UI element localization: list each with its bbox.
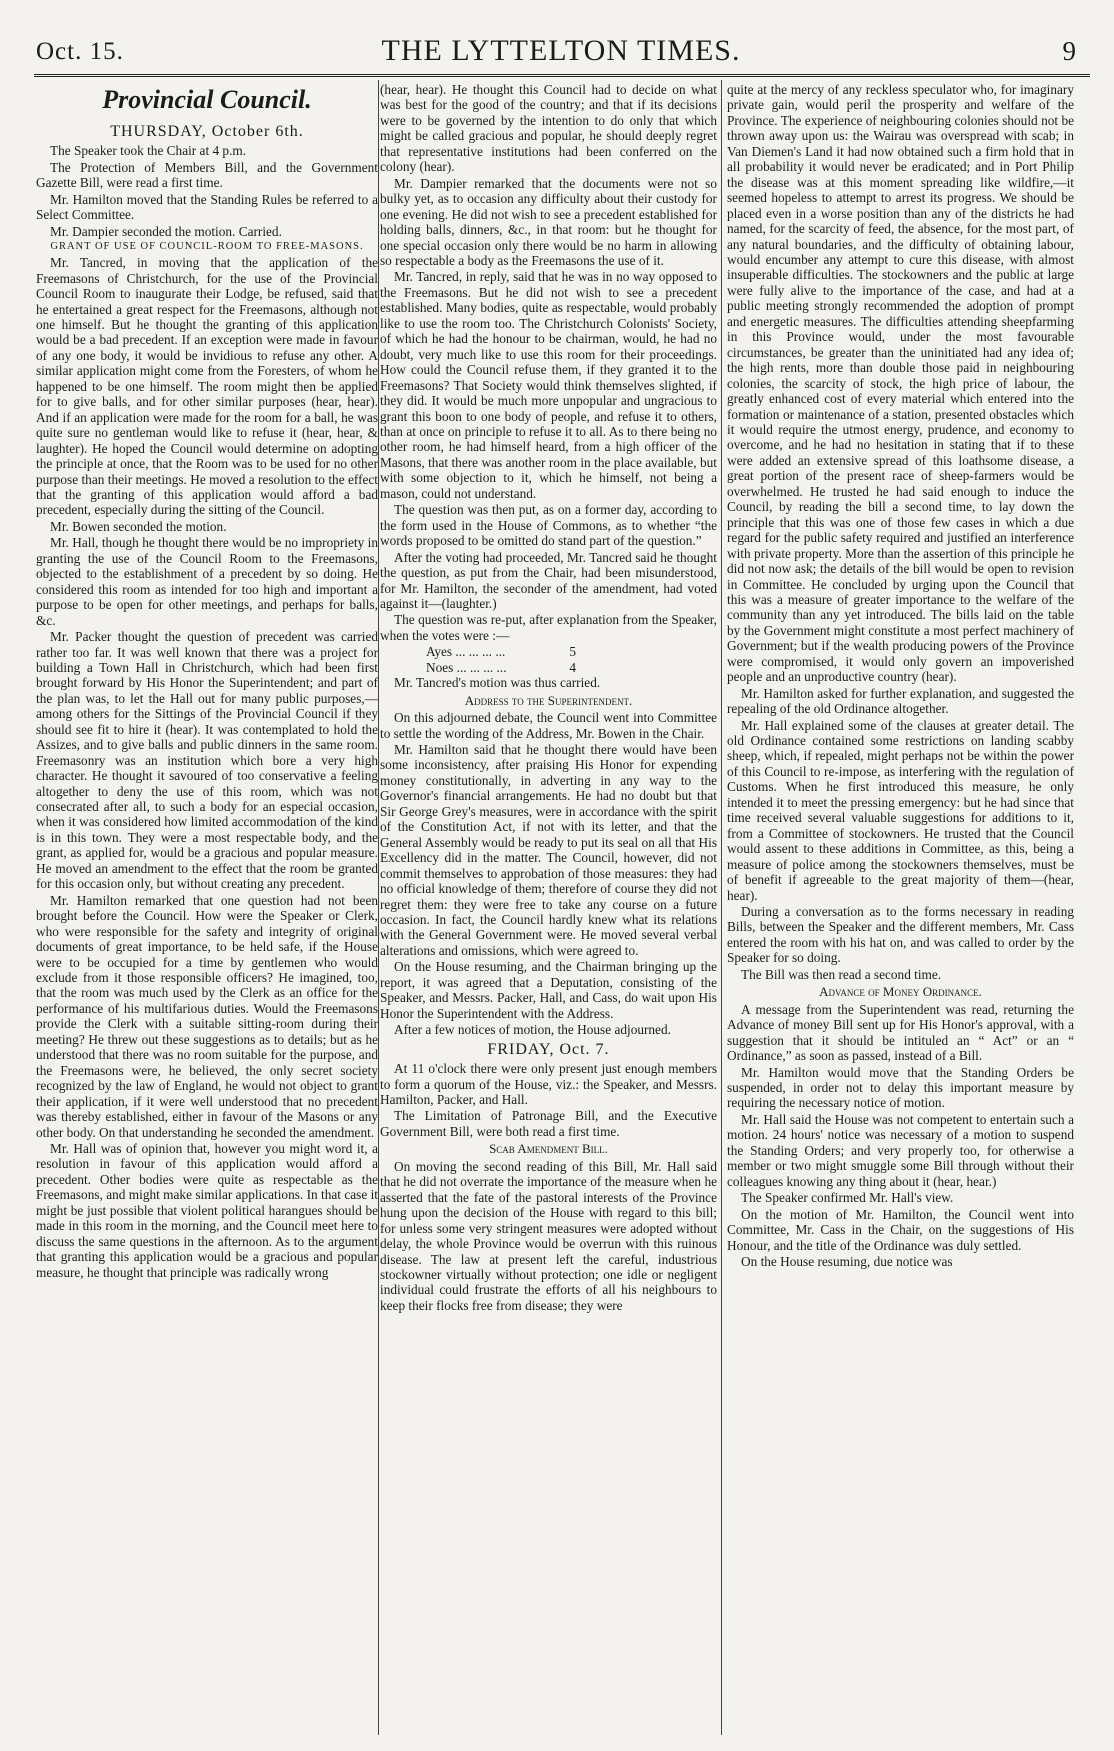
header-rule bbox=[34, 74, 1090, 77]
paragraph: Mr. Hamilton remarked that one question had not been brought before the Council. How were the Speaker or Clerk, who were responsible for the safety and integrity of original documents of great importance, to be held safe, if the House were to be occupied for a time by gentlemen who would exclude from it those responsible officers? He imagined, too, that the room was much used by the Clerk as an office for the performance of his multifarious duties. Would the Freemasons provide the Clerk with a suitable sitting-room during their meeting? He threw out these suggestions as to details; but as he understood that there was no room suitable for the purpose, and the Freemasons were, he believed, the only secret society recognized by the law of England, he would not object to grant their application, if it were well understood that no precedent was thereby established, either in favour of the Masons or any other body. On that understanding he seconded the amendment. bbox=[36, 892, 378, 1140]
paragraph: Mr. Tancred, in moving that the application of the Freemasons of Christchurch, for the use of the Provincial Council Room to inaugurate their Lodge, be refused, said that he entertained a great respect for the Freemasons, although not one himself. But he thought the granting of this application would be a bad precedent. If an exception were made in favour of any one body, it would be invidious to refuse any other. A similar application might come from the Foresters, of whom he happened to be one himself. The room might then be applied for to give balls, and for other similar purposes (hear, hear). And if an application were made for the room for a ball, he was quite sure no gentleman would like to refuse it (hear, hear, & laughter). He hoped the Council would determine on adopting the principle at once, that the Room was to be used for no other purpose than their meetings. He moved a resolution to the effect that the granting of this application would afford a bad precedent, especially during the sitting of the Council. bbox=[36, 255, 378, 518]
paragraph: The Speaker confirmed Mr. Hall's view. bbox=[741, 1190, 954, 1206]
vote-noes bbox=[426, 660, 576, 675]
paragraph: Mr. Hall was of opinion that, however you might word it, a resolution in favour of this application would afford a precedent. Other bodies were quite as respectable as the Freemasons, and might make similar applications. In that case it might be just possible that violent political harangues should be made in this room in the morning, and the Council meet here to discuss the same questions in the afternoon. As to the argument that granting this application would be a gracious and popular measure, he thought that principle was radically wrong bbox=[36, 1141, 378, 1280]
paragraph: On this adjourned debate, the Council went into Committee to settle the wording of the Address, Mr. Bowen in the Chair. bbox=[380, 710, 717, 741]
vote-noes-count: 4 bbox=[569, 659, 576, 675]
paragraph: Mr. Dampier seconded the motion. Carried. bbox=[50, 223, 282, 239]
paragraph: Mr. Hall said the House was not competent to entertain such a motion. 24 hours' notice was necessary of a motion to suspend the Standing Orders; and very properly too, for otherwise a member or two might smuggle some Bill through without their colleagues knowing any thing about it (hear, hear.) bbox=[727, 1111, 1074, 1189]
paragraph: The Limitation of Patronage Bill, and the Executive Government Bill, were both read a first time. bbox=[380, 1108, 717, 1139]
paragraph: At 11 o'clock there were only present just enough members to form a quorum of the House, viz.: the Speaker, and Messrs. Hamilton, Packer, and Hall. bbox=[380, 1061, 717, 1107]
vote-noes-label: Noes ... ... ... ... bbox=[426, 659, 507, 675]
vote-ayes bbox=[426, 644, 576, 659]
newspaper-title: THE LYTTELTON TIMES. bbox=[381, 34, 741, 67]
paragraph: After the voting had proceeded, Mr. Tancred said he thought the question, as put from the Chair, had been misunderstood, for Mr. Hamilton, the seconder of the amendment, had voted against it—(laughter.) bbox=[380, 549, 717, 611]
vote-ayes-count: 5 bbox=[569, 644, 576, 660]
column-3 bbox=[727, 82, 1074, 1733]
paragraph: The Protection of Members Bill, and the Government Gazette Bill, were read a first time. bbox=[36, 159, 378, 191]
column-2 bbox=[380, 82, 717, 1733]
page-header bbox=[36, 32, 1086, 72]
column-divider-1 bbox=[378, 80, 379, 1735]
paragraph: Mr. Hamilton asked for further explanation, and suggested the repealing of the old Ordinance altogether. bbox=[727, 685, 1074, 717]
paragraph: Mr. Dampier remarked that the documents were not so bulky yet, as to occasion any difficulty about their custody for one evening. He did not wish to see a precedent established for holding balls, dinners, &c., in that room: but he thought for one special occasion only there would be no harm in allowing so respectable a body as the Freemasons the use of it. bbox=[380, 175, 717, 268]
column-1 bbox=[36, 82, 378, 1733]
paragraph: The Speaker took the Chair at 4 p.m. bbox=[50, 143, 247, 159]
paragraph: The question was then put, as on a former day, according to the form used in the House of Commons, as to whether “the words proposed to be omitted do stand part of the question.” bbox=[380, 502, 717, 549]
paragraph: On moving the second reading of this Bill, Mr. Hall said that he did not overrate the importance of the measure when he asserted that the fate of the pastoral interests of the Province hung upon the decision of the House with regard to this bill; for unless some very stringent measures were adopted without delay, the whole Province would be overrun with this ruinous disease. The law at present left the careful, industrious stockowner virtually without protection; one idle or negligent individual could frustrate the efforts of all his neighbours to keep their flocks free from disease; they were bbox=[380, 1158, 717, 1313]
paragraph: Mr. Hamilton moved that the Standing Rules be referred to a Select Committee. bbox=[36, 191, 378, 223]
paragraph: After a few notices of motion, the House adjourned. bbox=[394, 1022, 671, 1038]
paragraph: During a conversation as to the forms necessary in reading Bills, between the Speaker and the different members, Mr. Cass entered the room with his hat on, and was called to order by the Speaker for so doing. bbox=[727, 904, 1074, 966]
date-heading: FRIDAY, Oct. 7. bbox=[487, 1040, 610, 1058]
page-number: 9 bbox=[1062, 36, 1076, 66]
column-divider-2 bbox=[721, 80, 722, 1735]
subheading: Scab Amendment Bill. bbox=[489, 1141, 608, 1157]
subheading: Address to the Superintendent. bbox=[464, 692, 633, 708]
paragraph: A message from the Superintendent was read, returning the Advance of money Bill sent up for His Honor's approval, with a suggestion that it should be intituled an “ Act” or an “ Ordinance,” as soon as passed, instead of a Bill. bbox=[727, 1001, 1074, 1064]
paragraph: Mr. Hall explained some of the clauses at greater detail. The old Ordinance contained some restrictions on landing scabby sheep, which, if repealed, might perhaps not be within the power of this Council to re-impose, as interfering with the regulation of Customs. When he first introduced this measure, he only intended it to meet the pressing emergency: but he had since that time received several valuable suggestions for additions to it, from a Committee of stockowners. He trusted that the Council would assent to these additions in Committee, as this, being a measure of police among the stockowners themselves, must be of benefit if agreeable to the great majority of them—(hear, hear). bbox=[727, 717, 1074, 903]
paragraph: Mr. Bowen seconded the motion. bbox=[50, 518, 227, 534]
paragraph: The question was re-put, after explanation from the Speaker, when the votes were :— bbox=[380, 612, 717, 643]
paragraph: Mr. Hamilton said that he thought there would have been some inconsistency, after praising His Honor for expending money constitutionally, in adverting in any way to the Governor's financial arrangements. He had no doubt but that Sir George Grey's measures, were in accordance with the spirit of the Constitution Act, if not with its letter, and that the General Assembly would be ready to put its seal on all that His Excellency did in the matter. The Council, however, did not commit themselves to approbation of those measures: they had no official knowledge of them; therefore of course they did not regret them: they were free to take any course on a future occasion. In fact, the Council hardly knew what its relations with the General Government were. He moved several verbal alterations and omissions, which were agreed to. bbox=[380, 742, 717, 958]
paragraph: Mr. Hall, though he thought there would be no impropriety in granting the use of the Council Room to the Freemasons, objected to the establishment of a precedent by so doing. He considered this room as intended for too high and important a purpose to be open for other meetings, and perhaps for balls, &c. bbox=[36, 535, 378, 628]
paragraph: On the House resuming, and the Chairman bringing up the report, it was agreed that a Deputation, consisting of the Speaker, and Messrs. Packer, Hall, and Cass, do wait upon His Honor the Superintendent with the Address. bbox=[380, 959, 717, 1021]
date-heading: THURSDAY, October 6th. bbox=[110, 123, 304, 140]
paragraph: Mr. Tancred's motion was thus carried. bbox=[394, 675, 601, 691]
paragraph: (hear, hear). He thought this Council had to decide on what was best for the good of the country; and that if its decisions were to be governed by the intention to do only that which might be called gracious and popular, he should deeply regret that representative institutions had been conferred on the colony (hear). bbox=[380, 82, 717, 175]
section-title: Provincial Council. bbox=[102, 85, 312, 114]
subheading: Advance of Money Ordinance. bbox=[819, 984, 982, 1000]
paragraph: quite at the mercy of any reckless speculator who, for imaginary private gain, would peril the prosperity and welfare of the Province. The experience of neighbouring colonies should not be thrown away upon us: the Wairau was overspread with scab; in Van Diemen's Land it had now obtained such a firm hold that in all probability it would never be eradicated; and in Port Philip the disease was at this moment spreading like wildfire,—it seemed hopeless to attempt to arrest its progress. We should be placed even in a worse position than any of the districts he had named, for the scarcity of feed, the absence, for the most part, of any natural boundaries, and the difficulty of obtaining labour, would encumber any attempt to cure this disease, with almost insuperable difficulties. The stockowners and the public at large were fully alive to the importance of the case, and had at a public meeting strongly recommended the adoption of prompt and energetic measures. The difficulties attending sheepfarming in this Province would, under the most favourable circumstances, be greater than the uninitiated had any idea of; the high rents, more than double those paid in neighbouring colonies, the scarcity of stock, the high price of labour, the greatly enhanced cost of every material which entered into the formation or maintenance of a station, presented obstacles which it would require the utmost energy, prudence, and economy to overcome, and he had no hesitation in stating that if to these were added an extensive spread of this loathsome disease, a great portion of the present race of sheep-farmers would be overwhelmed. He trusted he had said enough to induce the Council, by reading the bill a second time, to lay down the principle that this was one of those few cases in which a due regard for the public safety required and justified an interference with private property. More than the assertion of this principle he did not now ask; the details of the bill would be open to revision in Committee. He concluded by urging upon the Council that this was a measure of greater importance to the welfare of the community than any yet introduced. The bills laid on the table by the Government might constitute a most perfect machinery of Government; but if the wealth producing powers of the Province were compromised, it would only govern an impoverished people and an unproductive country (hear). bbox=[727, 82, 1074, 685]
paragraph: Mr. Tancred, in reply, said that he was in no way opposed to the Freemasons. But he did not wish to see a precedent established. Many bodies, quite as respectable, would probably like to use the room too. The Christchurch Colonists' Society, of which he had the honour to be chairman, would, he had no doubt, very much like to use this room for their proceedings. How could the Council refuse them, if they granted it to the Freemasons? That Society would think themselves slighted, if they did. It would be much more unpopular and ungracious to grant this boon to one body of people, and refuse it to others, than at once on principle to refuse it to all. As to there being no other room, he had himself heard, from a high officer of the Masons, that there was another room in the place available, but with some objection to it, which he himself, not being a mason, could not understand. bbox=[380, 269, 717, 501]
paragraph: On the motion of Mr. Hamilton, the Council went into Committee, Mr. Cass in the Chair, on the suggestions of His Honour, and the title of the Ordinance was duly settled. bbox=[727, 1206, 1074, 1253]
subheading: GRANT OF USE OF COUNCIL-ROOM TO FREE-MASONS. bbox=[50, 241, 364, 253]
vote-ayes-label: Ayes ... ... ... ... bbox=[426, 644, 506, 660]
paragraph: On the House resuming, due notice was bbox=[741, 1253, 953, 1269]
paragraph: Mr. Hamilton would move that the Standing Orders be suspended, in order not to delay this important measure by requiring the necessary notice of motion. bbox=[727, 1064, 1074, 1111]
paragraph: Mr. Packer thought the question of precedent was carried rather too far. It was well known that there was a project for building a Town Hall in Christchurch, which had been first brought forward by His Honor the Superintendent; and part of the plan was, to let the Hall out for many public purposes,—among others for the Sittings of the Provincial Council if they should see fit to hire it (hear). It was contemplated to hold the Assizes, and to give balls and public dinners in the same room. Freemasonry was an institution which bore a very high character. He thought it savoured of too conservative a feeling altogether to deny the use of this room, which was not consecrated after all, to such a body for an especial occasion, when it was considered how limited accommodation of the kind is in this town. They were a most respectable body, and the grant, as applied for, would be a gracious and popular measure. He moved an amendment to the effect that the room be granted for this occasion only, but without creating any precedent. bbox=[36, 629, 378, 892]
header-date: Oct. 15. bbox=[36, 38, 124, 65]
paragraph: The Bill was then read a second time. bbox=[741, 966, 942, 982]
